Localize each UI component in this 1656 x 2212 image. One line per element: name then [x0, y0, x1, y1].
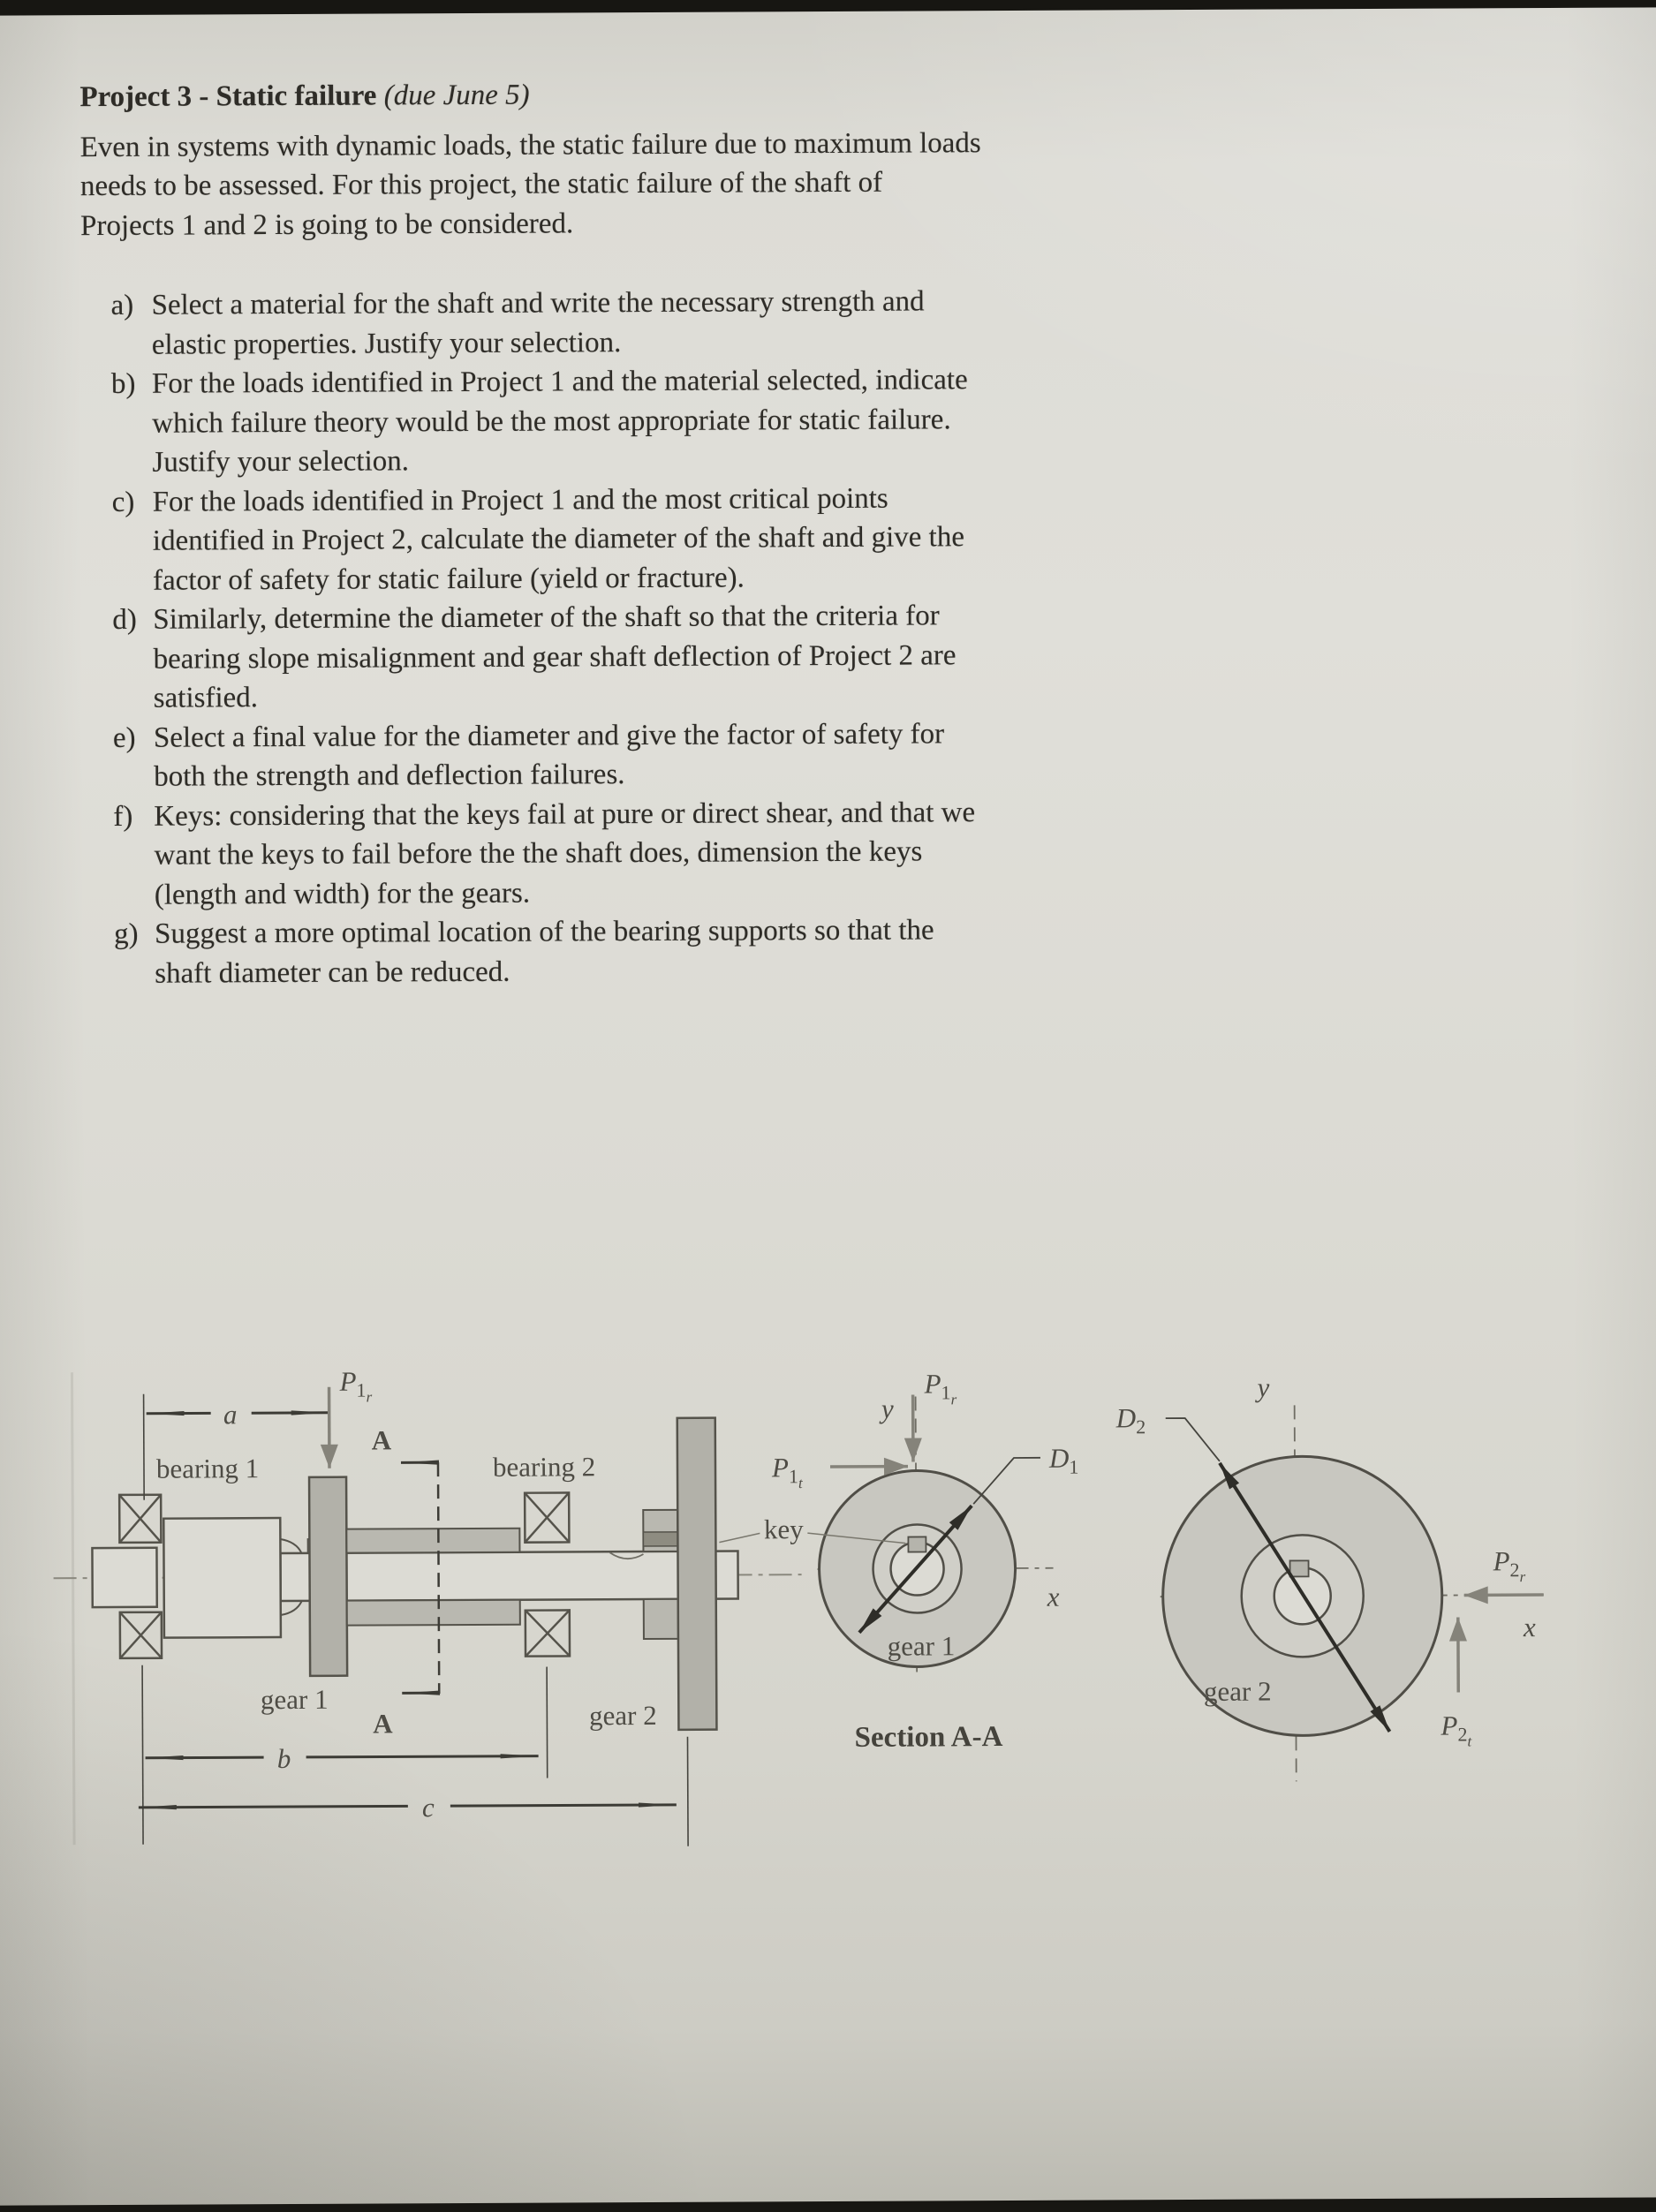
- p1r-label: $P_1r$: [338, 1366, 372, 1406]
- dimension-c: [138, 1737, 688, 1849]
- text-column: [79, 73, 987, 993]
- key-leader-left: [719, 1533, 760, 1542]
- item-text: Suggest a more optimal location of the bearing supports so that the shaft diameter can be reduced.: [155, 910, 987, 993]
- item-letter: e): [113, 718, 154, 758]
- gear1-y-label: y: [879, 1393, 894, 1424]
- bearing1-label: bearing 1: [156, 1453, 259, 1484]
- item-letter: g): [114, 915, 155, 955]
- section-marker-bottom: A: [373, 1708, 393, 1739]
- intro-paragraph: Even in systems with dynamic loads, the static failure due to maximum loads needs to be assessed. For this project, the static failure of the shaft of Projects 1 and 2 is going to be considered.: [80, 124, 984, 245]
- gear1-sleeve-top: [346, 1529, 519, 1553]
- gear1-label: gear 1: [261, 1684, 329, 1715]
- gear1-sleeve-bottom: [347, 1600, 520, 1626]
- item-letter: f): [113, 796, 154, 836]
- shaft-left-stub: [92, 1548, 156, 1607]
- shaft-assembly-figure: [1, 1338, 1656, 1876]
- gear2-y-label: y: [1254, 1372, 1269, 1403]
- dimension-b: [142, 1664, 548, 1845]
- dim-a-label: a: [223, 1399, 238, 1430]
- item-text: Select a final value for the diameter and give the factor of safety for both the strength and deflection failures.: [154, 714, 986, 797]
- d2-label: $D_2$: [1115, 1402, 1146, 1438]
- shaft-body: [280, 1551, 737, 1602]
- gear1-body: [309, 1477, 347, 1676]
- item-text: Keys: considering that the keys fail at pure or direct shear, and that we want the keys to fail before the the shaft does, dimension the keys (length and width) for the gears.: [154, 793, 987, 915]
- key-label: key: [764, 1514, 804, 1544]
- item-text: Similarly, determine the diameter of the shaft so that the criteria for bearing slope misalignment and gear shaft deflection of Project 2 are satisfied.: [153, 596, 986, 718]
- hub-fillet-top: [280, 1539, 301, 1553]
- gear2-keyway: [1290, 1560, 1309, 1576]
- shaft-hub: [163, 1518, 281, 1638]
- section-marker-top: A: [372, 1424, 392, 1455]
- gear1-section-label: gear 1: [888, 1630, 956, 1661]
- section-aa-view: [718, 1368, 1080, 1755]
- item-text: Select a material for the shaft and write the necessary strength and elastic properties. Justify your selection.: [151, 282, 983, 365]
- gear2-x-label: x: [1523, 1612, 1536, 1642]
- d1-label: $D_1$: [1048, 1443, 1079, 1478]
- gear2-hub-bottom: [644, 1599, 678, 1639]
- title-bold: Project 3 - Static failure: [79, 79, 376, 113]
- item-letter: d): [112, 600, 153, 640]
- question-list: [80, 282, 987, 993]
- side-view: [52, 1363, 803, 1849]
- p1r-label-section: $P_1r$: [923, 1368, 957, 1408]
- p1r-force: [329, 1366, 373, 1468]
- item-letter: b): [111, 365, 152, 404]
- item-text: For the loads identified in Project 1 and the material selected, indicate which failure theory would be the most appropriate for static failure. Justify your selection.: [152, 360, 985, 482]
- dim-b-label: b: [277, 1743, 291, 1774]
- list-item: [112, 479, 986, 600]
- dim-c-label: c: [422, 1792, 435, 1823]
- list-item: [113, 714, 986, 797]
- paper-sheet: [0, 7, 1656, 2205]
- list-item: [112, 596, 986, 718]
- page-title: [79, 73, 982, 117]
- p2r-label: $P_2r$: [1492, 1545, 1525, 1585]
- bearing2-label: bearing 2: [493, 1451, 595, 1483]
- title-due-date: (due June 5): [384, 79, 530, 112]
- gear2-view: [1115, 1370, 1544, 1782]
- section-aa-caption: Section A-A: [855, 1721, 1003, 1754]
- list-item: [110, 282, 983, 365]
- gear1-x-label: x: [1047, 1582, 1060, 1612]
- hub-fillet-bottom: [281, 1601, 302, 1615]
- list-item: [113, 793, 987, 915]
- gear2-body: [677, 1418, 717, 1730]
- item-text: For the loads identified in Project 1 and the most critical points identified in Project 2, calculate the diameter of the shaft and give the factor of safety for static failure (yield or fracture).: [153, 479, 986, 600]
- gear2-view-label: gear 2: [1204, 1676, 1272, 1707]
- list-item: [114, 910, 987, 993]
- p1t-label-section: $P_1t$: [771, 1452, 804, 1491]
- item-letter: c): [112, 482, 153, 522]
- gear1-keyway: [908, 1536, 926, 1551]
- page-crease: [72, 1372, 74, 1845]
- list-item: [111, 360, 985, 482]
- item-letter: a): [110, 286, 151, 326]
- p2t-label: $P_2t$: [1440, 1710, 1472, 1749]
- d2-leader: [1166, 1418, 1220, 1461]
- gear2-label: gear 2: [589, 1700, 657, 1731]
